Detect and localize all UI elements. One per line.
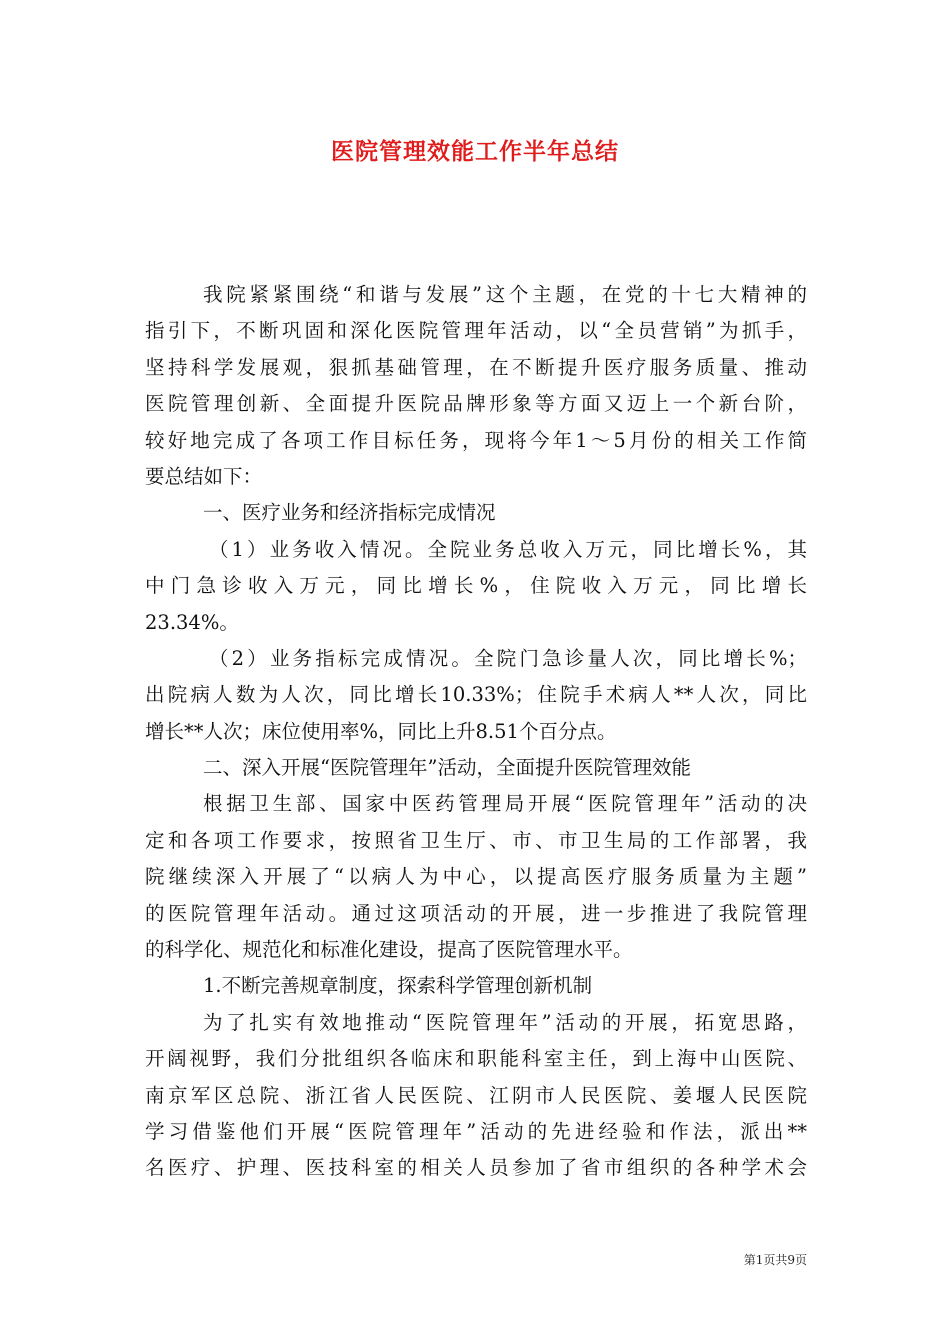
document-title: 医院管理效能工作半年总结 bbox=[331, 138, 619, 165]
text-line: 学习借鉴他们开展“医院管理年”活动的先进经验和作法，派出** bbox=[145, 1119, 807, 1143]
text-line: 二、深入开展“医院管理年”活动，全面提升医院管理效能 bbox=[203, 756, 691, 780]
text-line: 为了扎实有效地推动“医院管理年”活动的开展，拓宽思路， bbox=[203, 1010, 807, 1034]
text-line: 医院管理创新、全面提升医院品牌形象等方面又迈上一个新台阶， bbox=[145, 392, 807, 416]
text-line: （2）业务指标完成情况。全院门急诊量人次，同比增长%； bbox=[209, 646, 807, 670]
text-line: 根据卫生部、国家中医药管理局开展“医院管理年”活动的决 bbox=[203, 792, 807, 816]
text-line: 坚持科学发展观，狠抓基础管理，在不断提升医疗服务质量、推动 bbox=[145, 355, 807, 379]
text-line: 较好地完成了各项工作目标任务，现将今年1～5月份的相关工作简 bbox=[145, 428, 807, 452]
text-line: 的医院管理年活动。通过这项活动的开展，进一步推进了我院管理 bbox=[145, 901, 807, 925]
text-line: 增长**人次；床位使用率%，同比上升8.51个百分点。 bbox=[145, 719, 617, 743]
text-line: 中门急诊收入万元，同比增长%，住院收入万元，同比增长 bbox=[145, 574, 807, 598]
text-line: 名医疗、护理、医技科室的相关人员参加了省市组织的各种学术会 bbox=[145, 1156, 807, 1180]
document-body bbox=[145, 277, 807, 1187]
text-line: 1.不断完善规章制度，探索科学管理创新机制 bbox=[203, 974, 593, 998]
page-number: 第1页共9页 bbox=[743, 1253, 807, 1267]
text-line: 开阔视野，我们分批组织各临床和职能科室主任，到上海中山医院、 bbox=[145, 1047, 807, 1071]
text-line: 指引下，不断巩固和深化医院管理年活动，以“全员营销”为抓手， bbox=[145, 319, 807, 343]
text-line: 南京军区总院、浙江省人民医院、江阴市人民医院、姜堰人民医院 bbox=[145, 1083, 807, 1107]
text-line: 要总结如下： bbox=[145, 464, 263, 488]
text-line: 出院病人数为人次，同比增长10.33%；住院手术病人**人次，同比 bbox=[145, 683, 807, 707]
text-line: 定和各项工作要求，按照省卫生厅、市、市卫生局的工作部署，我 bbox=[145, 828, 807, 852]
text-line: （1）业务收入情况。全院业务总收入万元，同比增长%，其 bbox=[209, 537, 807, 561]
text-line: 院继续深入开展了“以病人为中心，以提高医疗服务质量为主题” bbox=[145, 865, 807, 889]
text-line: 的科学化、规范化和标准化建设，提高了医院管理水平。 bbox=[145, 938, 633, 962]
text-line: 23.34%。 bbox=[145, 610, 239, 634]
text-line: 我院紧紧围绕“和谐与发展”这个主题，在党的十七大精神的 bbox=[203, 283, 807, 306]
text-line: 一、医疗业务和经济指标完成情况 bbox=[203, 501, 496, 525]
